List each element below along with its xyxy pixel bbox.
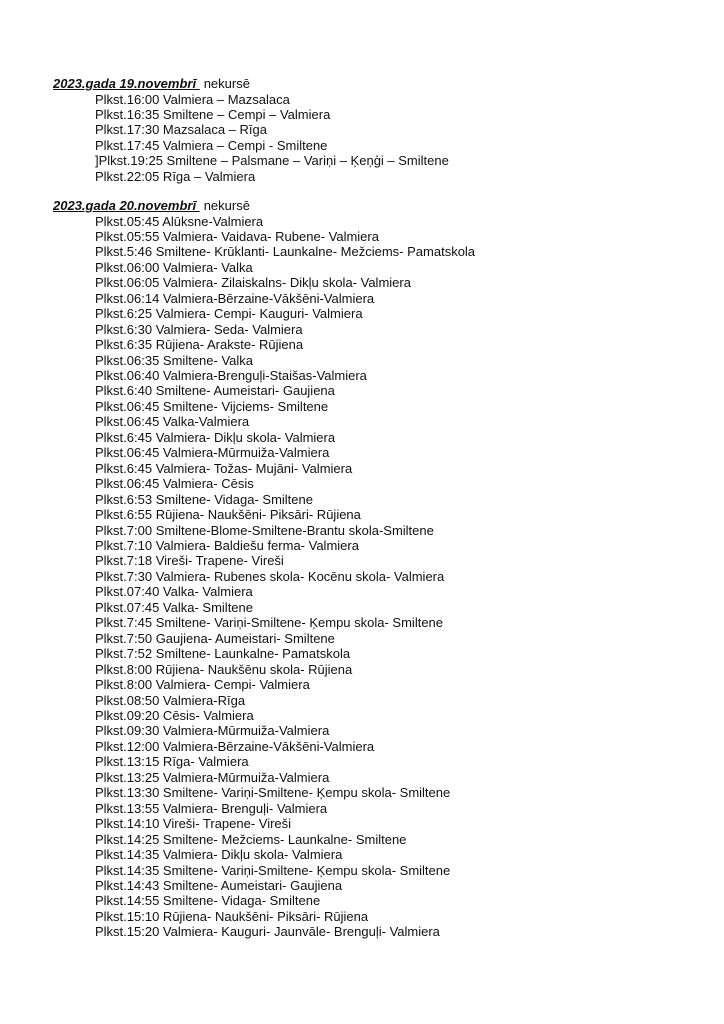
route-item: Plkst.14:55 Smiltene- Vidaga- Smiltene — [95, 893, 321, 909]
route-item: Plkst.6:55 Rūjiena- Naukšēni- Piksāri- Rūjiena — [95, 507, 361, 523]
route-item: Plkst.14:35 Valmiera- Dikļu skola- Valmiera — [95, 847, 343, 863]
route-item: Plkst.8:00 Valmiera- Cempi- Valmiera — [95, 677, 310, 693]
route-item: Plkst.7:10 Valmiera- Baldiešu ferma- Valmiera — [95, 538, 359, 554]
route-item: Plkst.14:43 Smiltene- Aumeistari- Gaujiena — [95, 877, 343, 893]
route-item: Plkst.12:00 Valmiera-Bērzaine-Vākšēni-Valmiera — [95, 738, 375, 754]
route-item: Plkst.7:50 Gaujiena- Aumeistari- Smiltene — [95, 630, 335, 646]
route-item: Plkst.13:15 Rīga- Valmiera — [95, 754, 249, 770]
section-nov-19 — [53, 76, 449, 184]
section-date: 2023.gada 19.novembrī — [53, 76, 200, 91]
route-item: Plkst.15:10 Rūjiena- Naukšēni- Piksāri- Rūjiena — [95, 908, 369, 924]
route-list — [53, 214, 475, 940]
route-item: Plkst.7:18 Vireši- Trapene- Vireši — [95, 553, 284, 569]
route-item: Plkst.09:30 Valmiera-Mūrmuiža-Valmiera — [95, 723, 330, 739]
route-list — [53, 92, 449, 185]
route-item: Plkst.07:45 Valka- Smiltene — [95, 599, 253, 615]
section-heading — [53, 198, 475, 214]
route-item: Plkst.14:25 Smiltene- Mežciems- Launkalne- Smiltene — [95, 831, 407, 847]
route-item: Plkst.06:45 Valka-Valmiera — [95, 414, 250, 430]
route-item: Plkst.7:45 Smiltene- Variņi-Smiltene- Ķempu skola- Smiltene — [95, 615, 444, 631]
route-item: Plkst.06:35 Smiltene- Valka — [95, 352, 253, 368]
route-item: Plkst.16:00 Valmiera – Mazsalaca — [95, 91, 290, 107]
section-nov-20 — [53, 198, 475, 940]
route-item: Plkst.06:45 Smiltene- Vijciems- Smiltene — [95, 398, 329, 414]
route-item: Plkst.22:05 Rīga – Valmiera — [95, 168, 256, 184]
section-note: nekursē — [203, 76, 250, 91]
route-item: Plkst.7:52 Smiltene- Launkalne- Pamatskola — [95, 646, 351, 662]
route-item: Plkst.13:30 Smiltene- Variņi-Smiltene- Ķempu skola- Smiltene — [95, 785, 451, 801]
route-item: Plkst.08:50 Valmiera-Rīga — [95, 692, 246, 708]
section-date: 2023.gada 20.novembrī — [53, 198, 200, 213]
route-item: Plkst.07:40 Valka- Valmiera — [95, 584, 253, 600]
route-item: Plkst.09:20 Cēsis- Valmiera — [95, 708, 254, 723]
route-item: Plkst.06:00 Valmiera- Valka — [95, 259, 253, 275]
route-item: Plkst.05:45 Alūksne-Valmiera — [95, 213, 264, 229]
route-item: Plkst.6:30 Valmiera- Seda- Valmiera — [95, 321, 303, 337]
route-item: Plkst.06:14 Valmiera-Bērzaine-Vākšēni-Valmiera — [95, 290, 375, 306]
route-item: Plkst.14:35 Smiltene- Variņi-Smiltene- Ķempu skola- Smiltene — [95, 862, 451, 878]
route-item: Plkst.06:45 Valmiera-Mūrmuiža-Valmiera — [95, 445, 330, 461]
route-item: Plkst.6:45 Valmiera- Dikļu skola- Valmiera — [95, 429, 336, 445]
route-item: Plkst.13:55 Valmiera- Brenguļi- Valmiera — [95, 800, 328, 816]
route-item: Plkst.05:55 Valmiera- Vaidava- Rubene- Valmiera — [95, 228, 379, 244]
route-item: ]Plkst.19:25 Smiltene – Palsmane – Variņi – Ķeņģi – Smiltene — [95, 153, 449, 169]
route-item: Plkst.13:25 Valmiera-Mūrmuiža-Valmiera — [95, 769, 330, 785]
route-item: Plkst.06:05 Valmiera- Zilaiskalns- Dikļu skola- Valmiera — [95, 275, 411, 291]
route-item: Plkst.7:30 Valmiera- Rubenes skola- Kocēnu skola- Valmiera — [95, 568, 445, 584]
route-item: Plkst.6:40 Smiltene- Aumeistari- Gaujiena — [95, 383, 335, 399]
route-item: Plkst.17:45 Valmiera – Cempi - Smiltene — [95, 137, 328, 153]
section-note: nekursē — [203, 198, 250, 213]
route-item: Plkst.6:53 Smiltene- Vidaga- Smiltene — [95, 491, 313, 507]
route-item: Plkst.16:35 Smiltene – Cempi – Valmiera — [95, 106, 331, 122]
section-heading — [53, 76, 449, 92]
route-item: Plkst.8:00 Rūjiena- Naukšēnu skola- Rūjiena — [95, 661, 353, 677]
route-item: Plkst.17:30 Mazsalaca – Rīga — [95, 122, 267, 138]
route-item: Plkst.6:45 Valmiera- Tožas- Mujāni- Valmiera — [95, 460, 353, 476]
route-item: Plkst.15:20 Valmiera- Kauguri- Jaunvāle- Brenguļi- Valmiera — [95, 924, 440, 940]
route-item: Plkst.6:35 Rūjiena- Arakste- Rūjiena — [95, 337, 304, 353]
route-item: Plkst.06:40 Valmiera-Brenguļi-Staišas-Valmiera — [95, 368, 367, 384]
route-item: Plkst.14:10 Vireši- Trapene- Vireši — [95, 816, 292, 832]
route-item: Plkst.06:45 Valmiera- Cēsis — [95, 476, 254, 492]
route-item: Plkst.7:00 Smiltene-Blome-Smiltene-Brantu skola-Smiltene — [95, 522, 434, 538]
route-item: Plkst.5:46 Smiltene- Krūklanti- Launkalne- Mežciems- Pamatskola — [95, 244, 476, 260]
route-item: Plkst.6:25 Valmiera- Cempi- Kauguri- Valmiera — [95, 306, 363, 322]
